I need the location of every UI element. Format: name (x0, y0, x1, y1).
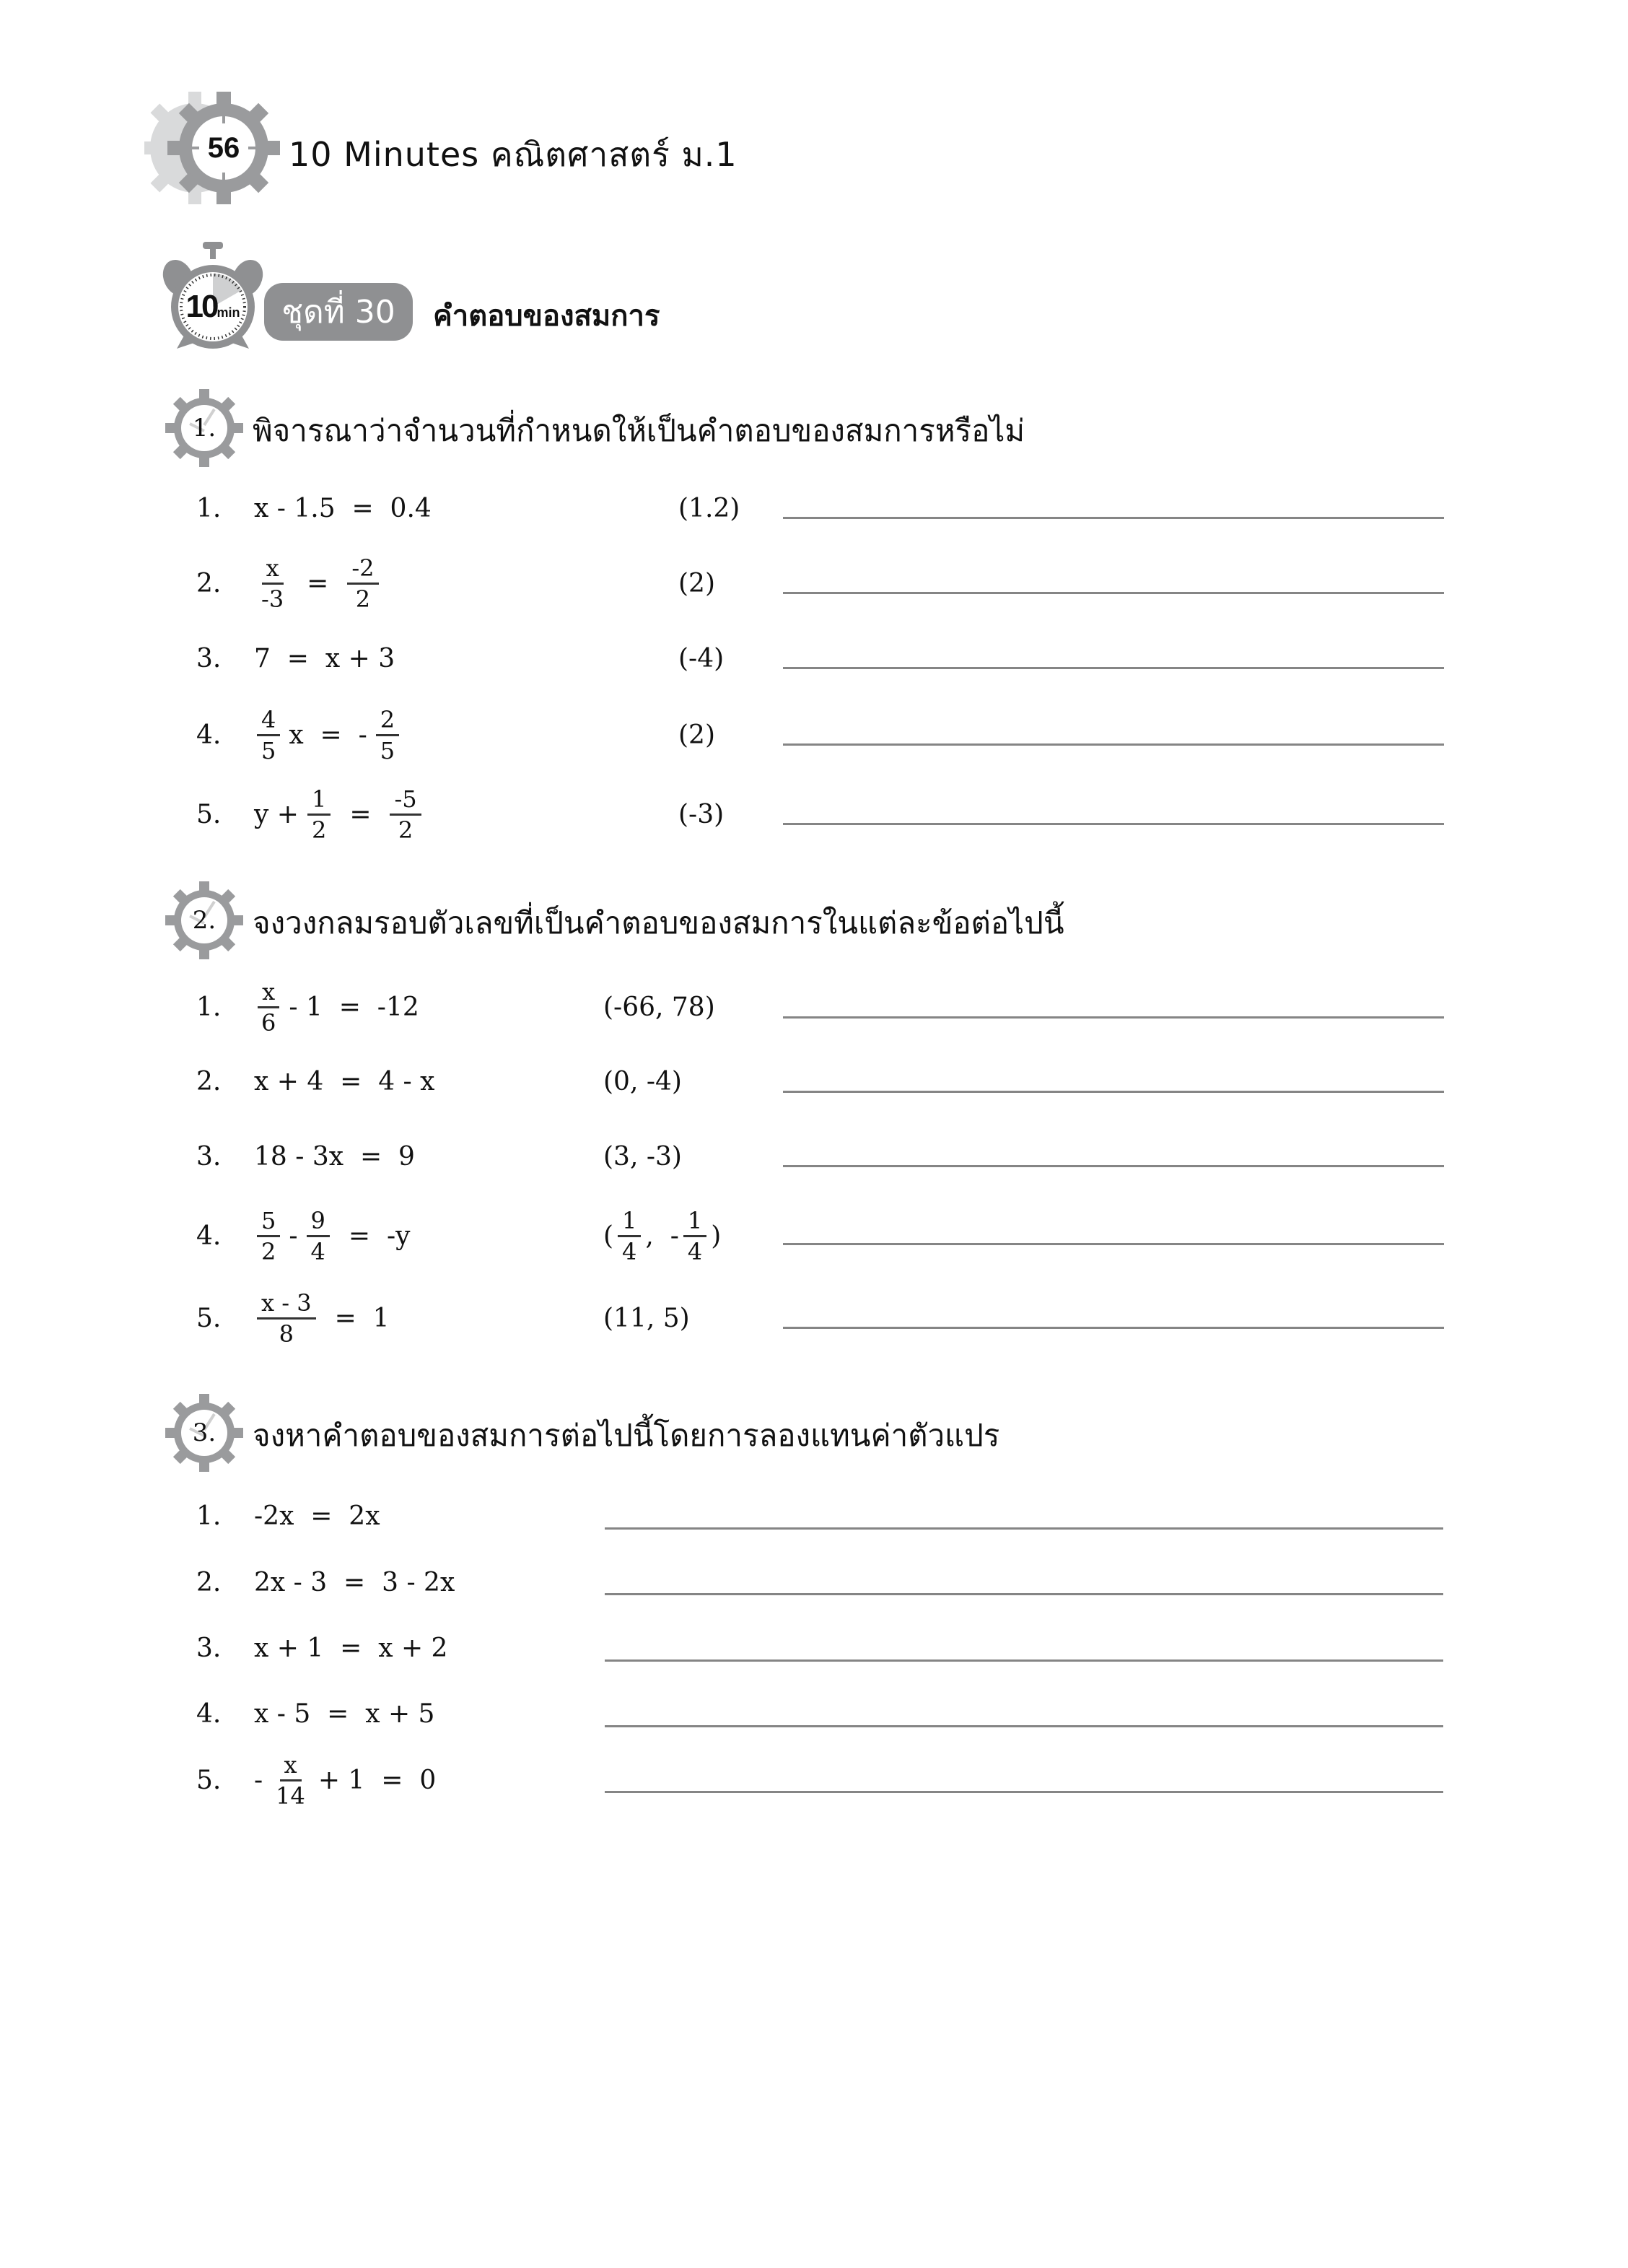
fraction (683, 1206, 706, 1265)
equation-text: 18 - 3x = 9 (254, 1141, 415, 1172)
numerator: x (280, 1753, 302, 1781)
item-number: 2. (196, 1567, 222, 1597)
question-item (0, 1681, 1628, 1746)
equation (254, 494, 432, 523)
question-item (0, 1550, 1628, 1615)
numerator: 9 (307, 1209, 330, 1237)
answer-choices[interactable]: (0, -4) (603, 1066, 682, 1096)
answer-line[interactable] (783, 1091, 1444, 1093)
numerator: -5 (390, 788, 421, 816)
given-value: (2) (678, 568, 715, 598)
fraction (618, 1206, 641, 1265)
equation-text: -2x = 2x (254, 1501, 380, 1531)
denominator: -3 (261, 585, 284, 613)
equation (254, 1142, 415, 1172)
equation (254, 1568, 455, 1597)
equation-text: x + 4 = 4 - x (254, 1066, 435, 1096)
section-number: 3. (192, 1418, 216, 1447)
equation (254, 705, 402, 764)
denominator: 4 (310, 1237, 325, 1265)
denominator: 2 (311, 816, 327, 844)
given-value: (1.2) (678, 493, 740, 523)
fraction (376, 705, 399, 764)
fraction (257, 977, 280, 1037)
set-title: คำตอบของสมการ (433, 300, 660, 333)
given-value: (-3) (678, 799, 725, 829)
denominator: 4 (687, 1237, 703, 1265)
item-number: 1. (196, 493, 222, 523)
numerator: 5 (257, 1209, 280, 1237)
fraction (390, 785, 421, 844)
fraction (307, 785, 331, 844)
item-number: 1. (196, 1501, 222, 1531)
item-number: 5. (196, 1765, 222, 1795)
fraction (257, 1206, 280, 1265)
paren-open: ( (603, 1221, 614, 1251)
answer-line[interactable] (605, 1593, 1443, 1595)
answer-line[interactable] (783, 743, 1444, 746)
question-item (0, 1483, 1628, 1548)
numerator: x (262, 557, 284, 585)
given-value: (-4) (678, 643, 725, 673)
equation (254, 644, 395, 673)
denominator: 5 (380, 736, 395, 764)
timer-unit: min (216, 305, 240, 320)
fraction (347, 554, 378, 613)
section-instruction: พิจารณาว่าจำนวนที่กำหนดให้เป็นคำตอบของสมการหรือไม่ (253, 413, 1025, 448)
equation-text: x - 5 = x + 5 (254, 1698, 435, 1729)
fraction (257, 705, 280, 764)
denominator: 2 (398, 816, 413, 844)
answer-line[interactable] (605, 1659, 1443, 1662)
fraction (307, 1206, 330, 1265)
answer-line[interactable] (783, 1165, 1444, 1167)
denominator: 2 (355, 585, 371, 613)
timer-minutes: 10 (185, 289, 217, 324)
equation-text: = (349, 799, 372, 829)
fraction (271, 1750, 310, 1810)
section-3-header (165, 1393, 1247, 1473)
equation (254, 1501, 380, 1531)
item-number: 5. (196, 799, 222, 829)
denominator: 8 (279, 1320, 294, 1348)
equation-text: = 1 (334, 1303, 390, 1333)
item-number: 4. (196, 1221, 222, 1251)
item-number: 2. (196, 568, 222, 598)
question-item (0, 702, 1628, 767)
equation-text: 7 = x + 3 (254, 643, 395, 673)
section-instruction: จงหาคำตอบของสมการต่อไปนี้โดยการลองแทนค่าตัวแปร (253, 1418, 1000, 1453)
answer-choices[interactable]: (-66, 78) (603, 992, 715, 1022)
answer-line[interactable] (783, 1016, 1444, 1019)
denominator: 5 (261, 736, 276, 764)
question-item (0, 1049, 1628, 1114)
set-badge: ชุดที่ 30 (264, 283, 413, 341)
question-item (0, 1748, 1628, 1813)
answer-line[interactable] (605, 1791, 1443, 1793)
equation-text: - (254, 1765, 263, 1795)
equation-text: - 1 = -12 (289, 992, 419, 1022)
denominator: 4 (622, 1237, 637, 1265)
numerator: x (258, 980, 279, 1008)
equation-text: x + 1 = x + 2 (254, 1633, 448, 1663)
question-item (0, 782, 1628, 847)
question-item (0, 1615, 1628, 1680)
numerator: 1 (683, 1209, 706, 1237)
equation (254, 1634, 447, 1663)
answer-line[interactable] (605, 1725, 1443, 1727)
section-instruction: จงวงกลมรอบตัวเลขที่เป็นคำตอบของสมการในแต่ละข้อต่อไปนี้ (253, 905, 1064, 941)
item-number: 5. (196, 1303, 222, 1333)
numerator: 4 (257, 708, 280, 736)
answer-line[interactable] (783, 823, 1444, 825)
question-item (0, 1203, 1628, 1268)
equation-text: = (307, 568, 329, 598)
section-1-header (165, 388, 1247, 468)
equation (254, 785, 424, 844)
fraction (257, 554, 288, 613)
item-number: 3. (196, 1141, 222, 1172)
item-number: 4. (196, 720, 222, 750)
section-number: 1. (192, 414, 216, 442)
numerator: -2 (347, 557, 378, 585)
numerator: x - 3 (257, 1291, 316, 1320)
answer-line[interactable] (783, 592, 1444, 594)
denominator: 6 (261, 1008, 276, 1037)
answer-line[interactable] (605, 1527, 1443, 1530)
question-item (0, 626, 1628, 691)
section-number: 2. (192, 906, 216, 935)
equation-text: y + (254, 799, 299, 829)
equation-text: + 1 = 0 (318, 1765, 437, 1795)
equation (254, 1750, 437, 1810)
equation-text: x - 1.5 = 0.4 (254, 493, 432, 523)
fraction (257, 1288, 316, 1348)
equation-text: = -y (348, 1221, 411, 1251)
equation-text: 2x - 3 = 3 - 2x (254, 1567, 455, 1597)
equation-text: x = - (289, 720, 367, 750)
item-number: 3. (196, 1633, 222, 1663)
question-item (0, 1124, 1628, 1189)
denominator: 2 (261, 1237, 276, 1265)
question-item (0, 974, 1628, 1039)
answer-choices[interactable] (603, 1206, 722, 1265)
equation (254, 977, 419, 1037)
numerator: 1 (618, 1209, 641, 1237)
book-title: 10 Minutes คณิตศาสตร์ ม.1 (289, 135, 738, 174)
answer-choices[interactable]: (11, 5) (603, 1303, 690, 1333)
separator: , - (645, 1221, 679, 1251)
item-number: 4. (196, 1698, 222, 1729)
equation-text: - (289, 1221, 298, 1251)
answer-line[interactable] (783, 517, 1444, 519)
equation (254, 1288, 390, 1348)
question-item (0, 476, 1628, 541)
question-item (0, 551, 1628, 616)
item-number: 2. (196, 1066, 222, 1096)
section-2-header (165, 881, 1319, 960)
page-number: 56 (207, 131, 240, 164)
answer-choices[interactable]: (3, -3) (603, 1141, 682, 1172)
numerator: 1 (307, 788, 331, 816)
answer-line[interactable] (783, 667, 1444, 669)
equation (254, 1699, 434, 1729)
timer-label (180, 289, 245, 332)
equation (254, 554, 382, 613)
item-number: 1. (196, 992, 222, 1022)
answer-line[interactable] (783, 1243, 1444, 1245)
item-number: 3. (196, 643, 222, 673)
question-item (0, 1286, 1628, 1351)
numerator: 2 (376, 708, 399, 736)
answer-line[interactable] (783, 1327, 1444, 1329)
equation (254, 1206, 411, 1265)
equation (254, 1067, 434, 1096)
paren-close: ) (711, 1221, 722, 1251)
given-value: (2) (678, 720, 715, 750)
denominator: 14 (276, 1781, 305, 1810)
